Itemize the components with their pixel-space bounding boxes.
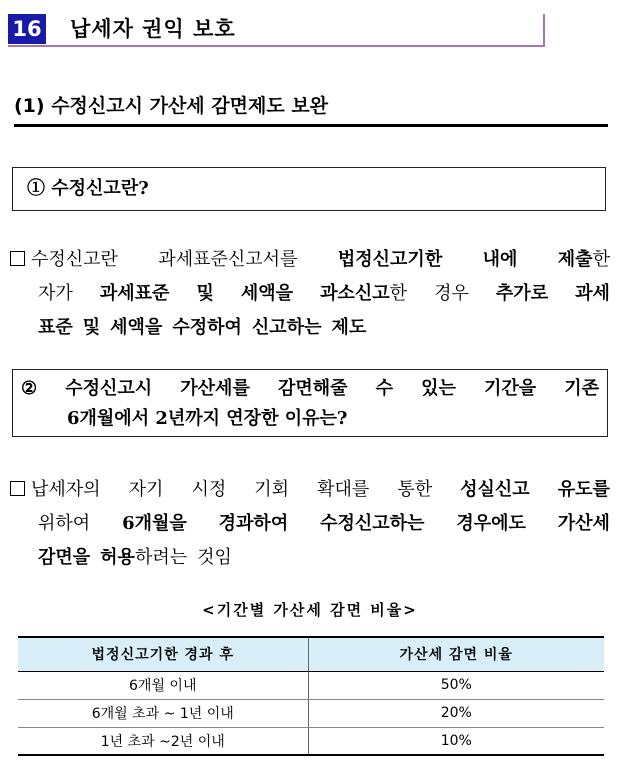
column-header-period: 법정신고기한 경과 후 bbox=[18, 637, 308, 671]
question-2-line-1: ② 수정신고시 가산세를 감면해줄 수 있는 기간을 기존 bbox=[21, 378, 599, 399]
answer-paragraph-1 bbox=[10, 243, 610, 345]
mixed-word: 허용하려는 bbox=[100, 547, 188, 568]
question-box-2 bbox=[12, 369, 608, 437]
paragraph-line: 표준 및 세액을 수정하여 신고하는 제도 bbox=[38, 317, 367, 338]
subsection-heading: (1) 수정신고시 가산세 감면제도 보완 bbox=[14, 91, 608, 127]
paragraph-line: 납세자의 자기 시정 기회 확대를 통한 성실신고 유도를 bbox=[10, 473, 610, 507]
section-title: 납세자 권익 보호 bbox=[70, 17, 236, 41]
period-cell: 6개월 초과 ~ 1년 이내 bbox=[18, 699, 308, 727]
paragraph-line: 수정신고란 과세표준신고서를 법정신고기한 내에 제출한 bbox=[10, 243, 610, 277]
rate-cell: 10% bbox=[308, 727, 604, 755]
rate-cell: 20% bbox=[308, 699, 604, 727]
section-number: 16 bbox=[8, 14, 46, 44]
question-2-line-2: 6개월에서 2년까지 연장한 이유는? bbox=[67, 408, 348, 429]
table-row bbox=[18, 727, 604, 755]
mixed-word: 제출한 bbox=[557, 249, 610, 270]
mixed-word: 과소신고한 bbox=[320, 283, 408, 304]
answer-paragraph-2 bbox=[10, 473, 610, 575]
period-cell: 1년 초과 ~2년 이내 bbox=[18, 727, 308, 755]
rate-cell: 50% bbox=[308, 671, 604, 699]
column-header-rate: 가산세 감면 비율 bbox=[308, 637, 604, 671]
header-divider-horizontal bbox=[8, 45, 545, 47]
paragraph-line: 위하여 6개월을 경과하여 수정신고하는 경우에도 가산세 bbox=[38, 513, 610, 534]
paragraph-line: 감면을 허용하려는 것임 bbox=[10, 541, 610, 575]
table-header-row bbox=[18, 637, 604, 671]
question-box-1 bbox=[12, 167, 606, 211]
section-header bbox=[8, 14, 540, 46]
square-bullet-icon bbox=[10, 251, 25, 266]
table-caption: <기간별 가산세 감면 비율> bbox=[202, 601, 418, 619]
question-1-text: ① 수정신고란? bbox=[27, 178, 149, 199]
square-bullet-icon bbox=[10, 481, 25, 496]
reduction-rate-table bbox=[18, 636, 604, 756]
table-row bbox=[18, 671, 604, 699]
period-cell: 6개월 이내 bbox=[18, 671, 308, 699]
paragraph-line: 자가 과세표준 및 세액을 과소신고한 경우 추가로 과세 bbox=[10, 277, 610, 311]
header-divider-vertical bbox=[543, 14, 545, 45]
table-row bbox=[18, 699, 604, 727]
